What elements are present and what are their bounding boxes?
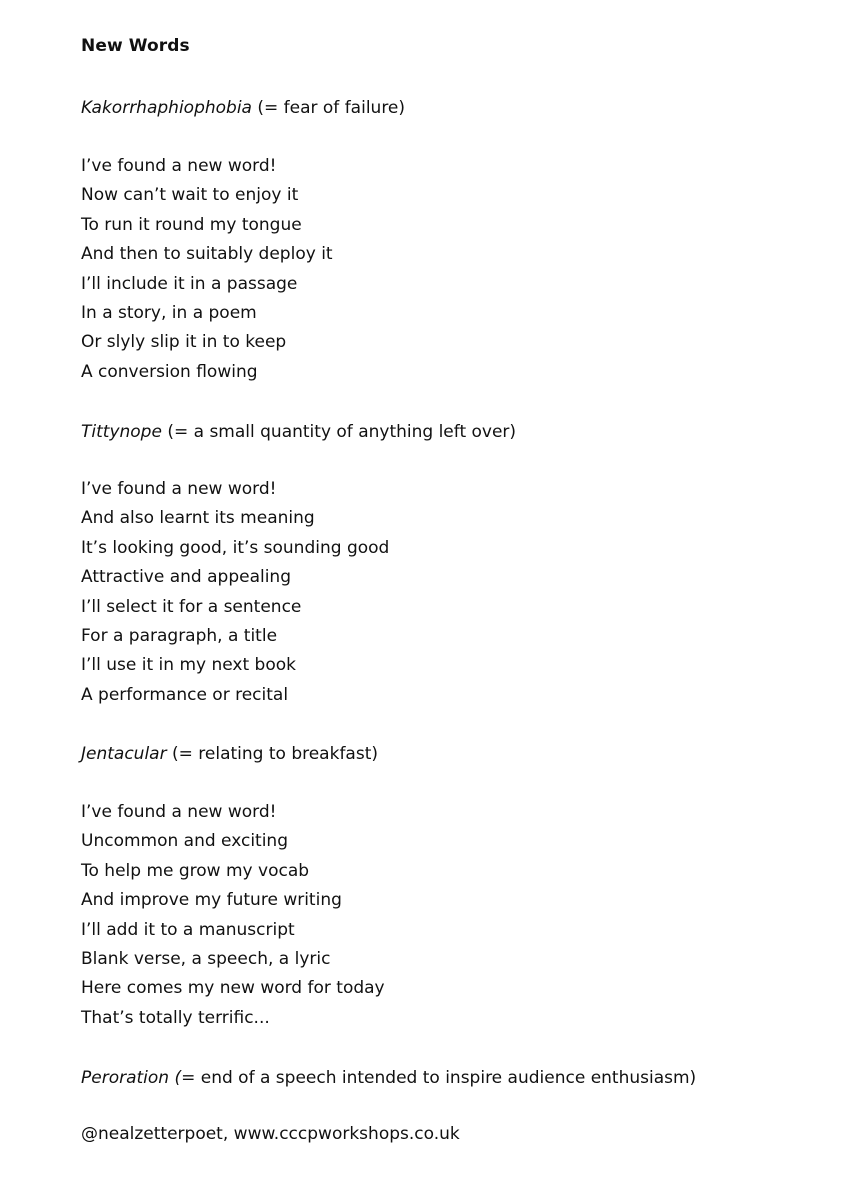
poem-line: Here comes my new word for today (81, 978, 385, 999)
poem-line: In a story, in a poem (81, 302, 257, 323)
poem-line: A performance or recital (81, 684, 289, 705)
word-heading-4 (81, 1066, 696, 1090)
word-definition: (= relating to breakfast) (166, 744, 379, 764)
poem-line: I’ll use it in my next book (81, 655, 296, 676)
word-definition: (= fear of failure) (251, 98, 406, 118)
poem-line: Blank verse, a speech, a lyric (81, 948, 331, 969)
new-word: Jentacular (81, 744, 167, 764)
word-heading-3 (81, 742, 378, 766)
word-definition: = end of a speech intended to inspire audience enthusiasm) (181, 1068, 697, 1088)
poem-line: I’ve found a new word! (81, 802, 277, 822)
poem-line: That’s totally terrific... (81, 1007, 270, 1028)
poem-line: And then to suitably deploy it (81, 244, 333, 265)
new-word: Kakorrhaphiophobia (81, 98, 252, 118)
stanza-2 (81, 475, 389, 710)
author-credit: @nealzetterpoet, www.cccpworkshops.co.uk (81, 1124, 460, 1144)
poem-line: To run it round my tongue (81, 214, 302, 235)
poem-line: Now can’t wait to enjoy it (81, 185, 299, 206)
poem-line: Uncommon and exciting (81, 831, 288, 852)
poem-line: I’ll add it to a manuscript (81, 919, 295, 940)
poem-line: I’ve found a new word! (81, 479, 277, 499)
new-word: Peroration ( (81, 1068, 182, 1088)
poem-line: Or slyly slip it in to keep (81, 332, 287, 353)
poem-line: A conversion flowing (81, 361, 258, 382)
stanza-3 (81, 798, 385, 1033)
poem-line: I’ve found a new word! (81, 156, 277, 176)
poem-line: I’ll include it in a passage (81, 273, 298, 294)
poem-line: I’ll select it for a sentence (81, 596, 302, 617)
word-heading-2 (81, 420, 516, 444)
word-heading-1 (81, 96, 405, 120)
poem-line: And also learnt its meaning (81, 508, 315, 529)
poem-line: It’s looking good, it’s sounding good (81, 537, 390, 558)
poem-line: To help me grow my vocab (81, 860, 310, 881)
poem-title: New Words (81, 36, 190, 56)
stanza-1 (81, 152, 333, 387)
poem-line: For a paragraph, a title (81, 625, 278, 646)
poem-line: And improve my future writing (81, 890, 342, 911)
new-word: Tittynope (81, 422, 162, 442)
word-definition: (= a small quantity of anything left over) (161, 422, 517, 442)
poem-line: Attractive and appealing (81, 567, 292, 588)
